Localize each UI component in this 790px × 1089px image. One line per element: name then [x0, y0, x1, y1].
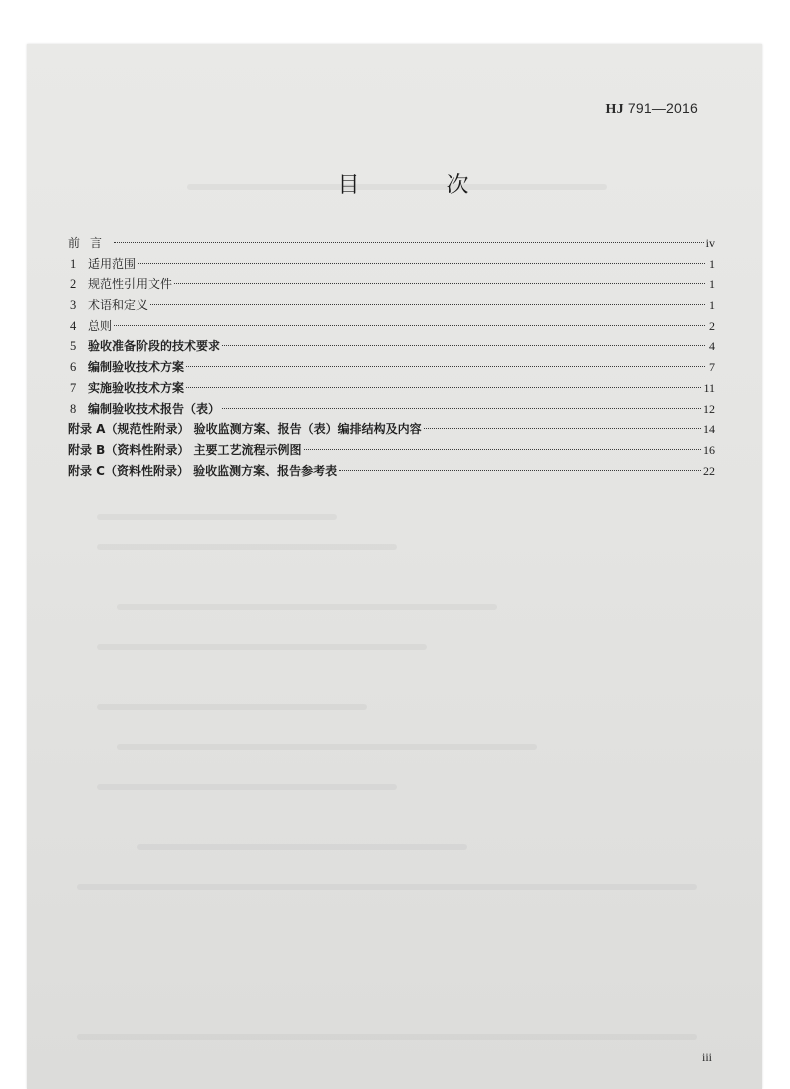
leader-dots — [150, 303, 705, 305]
toc-entry-page: 2 — [709, 318, 715, 333]
toc-entry-appendix-c[interactable] — [68, 461, 715, 482]
document-page — [27, 44, 762, 1089]
toc-entry-7[interactable] — [68, 378, 715, 399]
toc-entry-label: 编制验收技术方案 — [88, 360, 185, 375]
toc-entry-page: 1 — [709, 298, 715, 313]
bleed-through-shadow — [27, 44, 762, 1089]
table-of-contents — [68, 233, 715, 481]
toc-entry-page: 11 — [703, 380, 715, 395]
toc-entry-foreword[interactable] — [68, 233, 715, 254]
toc-entry-label: 适用范围 — [88, 256, 137, 271]
toc-entry-appendix-b[interactable] — [68, 440, 715, 461]
toc-entry-page: 7 — [709, 360, 715, 375]
toc-entry-label: 实施验收技术方案 — [88, 380, 185, 395]
leader-dots — [114, 241, 704, 243]
toc-entry-page: iv — [705, 236, 715, 250]
toc-entry-number: 4 — [70, 318, 77, 333]
page-title: 目 次 — [337, 173, 509, 198]
toc-entry-1[interactable] — [68, 254, 715, 275]
toc-entry-page: 1 — [709, 277, 715, 292]
leader-dots — [339, 469, 701, 471]
toc-entry-number: 5 — [70, 339, 77, 354]
toc-entry-label: 术语和定义 — [88, 298, 149, 313]
toc-entry-3[interactable] — [68, 295, 715, 316]
toc-entry-label: 前言 — [68, 236, 113, 250]
toc-entry-label: 附录 A（规范性附录） 验收监测方案、报告（表）编排结构及内容 — [68, 422, 422, 437]
toc-entry-page: 4 — [709, 339, 715, 354]
toc-entry-label: 验收准备阶段的技术要求 — [88, 339, 221, 354]
leader-dots — [424, 427, 701, 429]
leader-dots — [138, 262, 705, 264]
leader-dots — [174, 282, 705, 284]
document-code-prefix: HJ — [605, 102, 624, 117]
toc-entry-page: 1 — [709, 256, 715, 271]
toc-entry-6[interactable] — [68, 357, 715, 378]
leader-dots — [222, 344, 705, 346]
document-code-number: 791—2016 — [627, 100, 698, 116]
leader-dots — [186, 386, 701, 388]
toc-entry-8[interactable] — [68, 399, 715, 420]
toc-entry-4[interactable] — [68, 316, 715, 337]
toc-entry-number: 3 — [70, 298, 77, 313]
toc-entry-number: 7 — [70, 380, 77, 395]
toc-entry-label: 总则 — [88, 318, 113, 333]
leader-dots — [222, 407, 701, 409]
toc-entry-page: 22 — [703, 463, 715, 478]
toc-entry-page: 16 — [703, 442, 715, 457]
leader-dots — [186, 365, 705, 367]
document-code — [606, 100, 699, 118]
toc-entry-label: 规范性引用文件 — [88, 277, 173, 292]
leader-dots — [304, 448, 701, 450]
toc-entry-2[interactable] — [68, 274, 715, 295]
toc-entry-label: 附录 B（资料性附录） 主要工艺流程示例图 — [68, 442, 302, 457]
leader-dots — [114, 324, 705, 326]
toc-entry-number: 1 — [70, 256, 77, 271]
toc-entry-appendix-a[interactable] — [68, 419, 715, 440]
toc-entry-label: 附录 C（资料性附录） 验收监测方案、报告参考表 — [68, 463, 338, 478]
toc-entry-number: 2 — [70, 277, 77, 292]
toc-entry-label: 编制验收技术报告（表） — [88, 401, 221, 416]
toc-entry-number: 6 — [70, 360, 77, 375]
toc-entry-page: 12 — [703, 401, 715, 416]
toc-entry-page: 14 — [703, 422, 715, 437]
toc-entry-number: 8 — [70, 401, 77, 416]
page-number: iii — [701, 1050, 712, 1064]
toc-entry-5[interactable] — [68, 336, 715, 357]
